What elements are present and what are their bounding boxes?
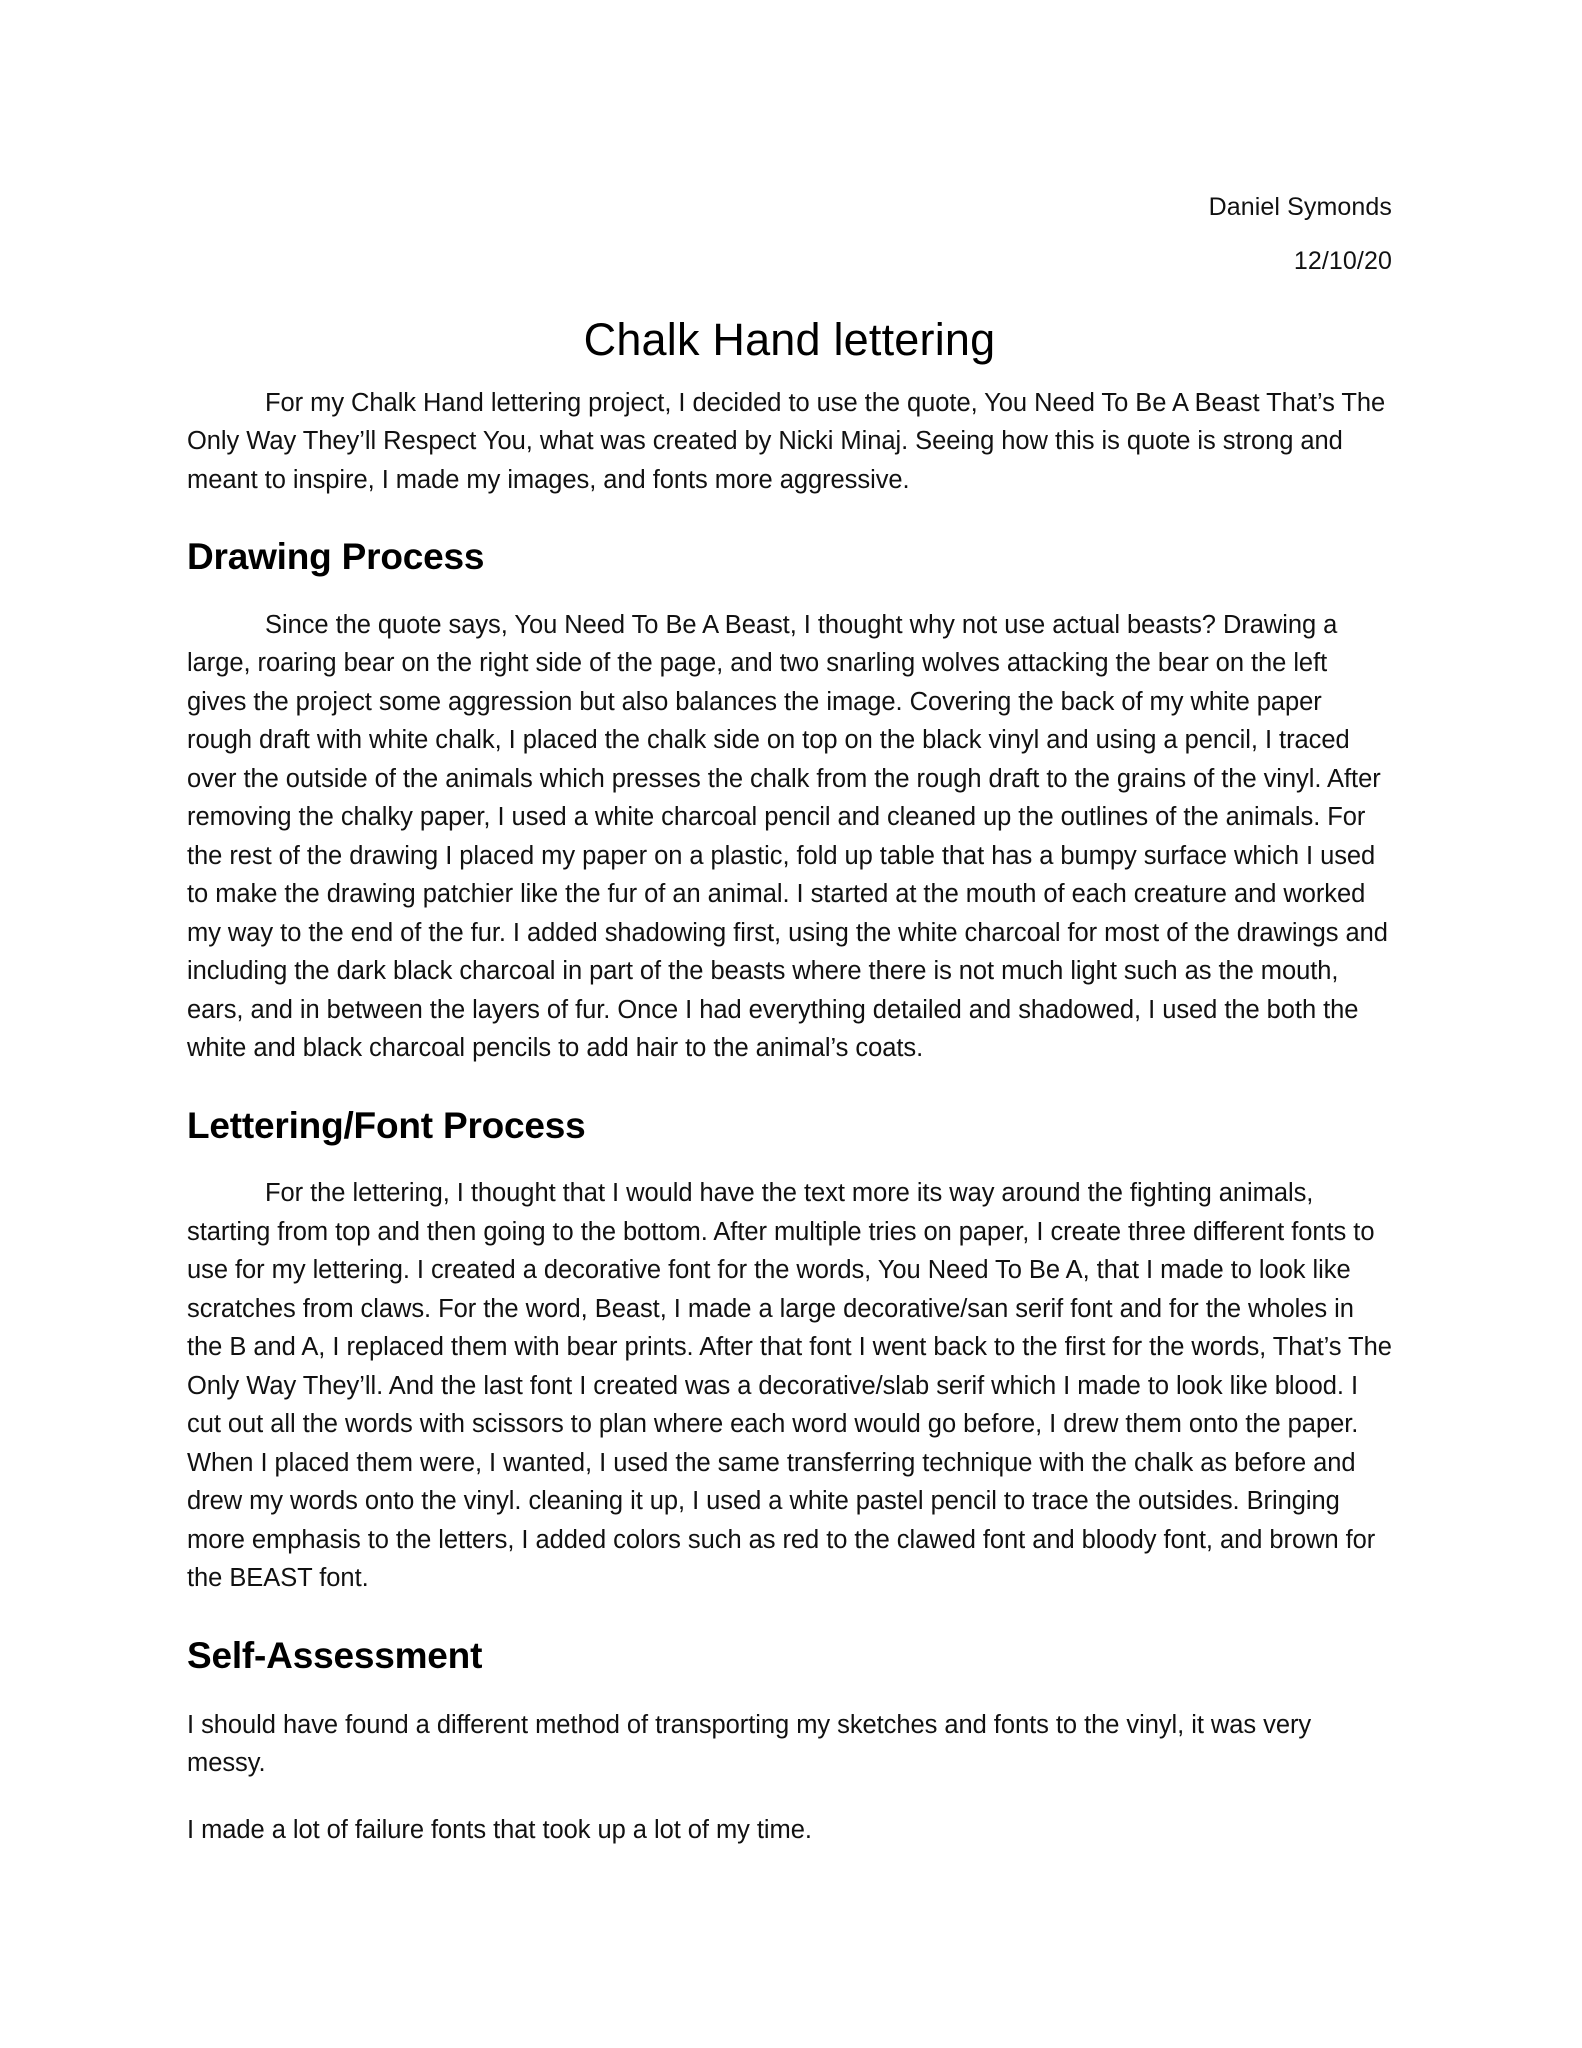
author-name: Daniel Symonds (1208, 193, 1392, 221)
page-title: Chalk Hand lettering (583, 314, 996, 365)
section-paragraph-lettering-font-process: For the lettering, I thought that I would have the text more its way around the fighting animals, starting from top and then going to the bottom. After multiple tries on paper, I create three different fonts to use for my lettering. I created a decorative font for the words, You Need To Be A, that I made to look like scratches from claws. For the word, Beast, I made a large decorative/san serif font and for the wholes in the B and A, I replaced them with bear prints. After that font I went back to the first for the words, That’s The Only Way They’ll. And the last font I created was a decorative/slab serif which I made to look like blood. I cut out all the words with scissors to plan where each word would go before, I drew them onto the paper. When I placed them were, I wanted, I used the same transferring technique with the chalk as before and drew my words onto the vinyl. cleaning it up, I used a white pastel pencil to trace the outsides. Bringing more emphasis to the letters, I added colors such as red to the clawed font and bloody font, and brown for the BEAST font. (187, 1179, 1392, 1593)
section-heading-self-assessment: Self-Assessment (187, 1634, 483, 1676)
intro-paragraph: For my Chalk Hand lettering project, I decided to use the quote, You Need To Be A Beast That’s The Only Way They’ll Respect You, what was created by Nicki Minaj. Seeing how this is quote is strong and meant to inspire, I made my images, and fonts more aggressive. (187, 388, 1386, 494)
document-content (187, 0, 1392, 1849)
section-paragraph-drawing-process: Since the quote says, You Need To Be A Beast, I thought why not use actual beasts? Drawing a large, roaring bear on the right side of the page, and two snarling wolves attacking the bear on the left gives the project some aggression but also balances the image. Covering the back of my white paper rough draft with white chalk, I placed the chalk side on top on the black vinyl and using a pencil, I traced over the outside of the animals which presses the chalk from the rough draft to the grains of the vinyl. After removing the chalky paper, I used a white charcoal pencil and cleaned up the outlines of the animals. For the rest of the drawing I placed my paper on a plastic, fold up table that has a bumpy surface which I used to make the drawing patchier like the fur of an animal. I started at the mouth of each creature and worked my way to the end of the fur. I added shadowing first, using the white charcoal for most of the drawings and including the dark black charcoal in part of the beasts where there is not much light such as the mouth, ears, and in between the layers of fur. Once I had everything detailed and shadowed, I used the both the white and black charcoal pencils to add hair to the animal’s coats. (187, 610, 1388, 1063)
self-assessment-point-2: I made a lot of failure fonts that took up a lot of my time. (187, 1815, 812, 1844)
document-date: 12/10/20 (1293, 247, 1392, 275)
section-heading-drawing-process: Drawing Process (187, 536, 485, 578)
self-assessment-point-1: I should have found a different method of transporting my sketches and fonts to the vinyl, it was very messy. (187, 1710, 1312, 1778)
header-block (187, 180, 1392, 288)
section-heading-lettering-font-process: Lettering/Font Process (187, 1104, 586, 1146)
